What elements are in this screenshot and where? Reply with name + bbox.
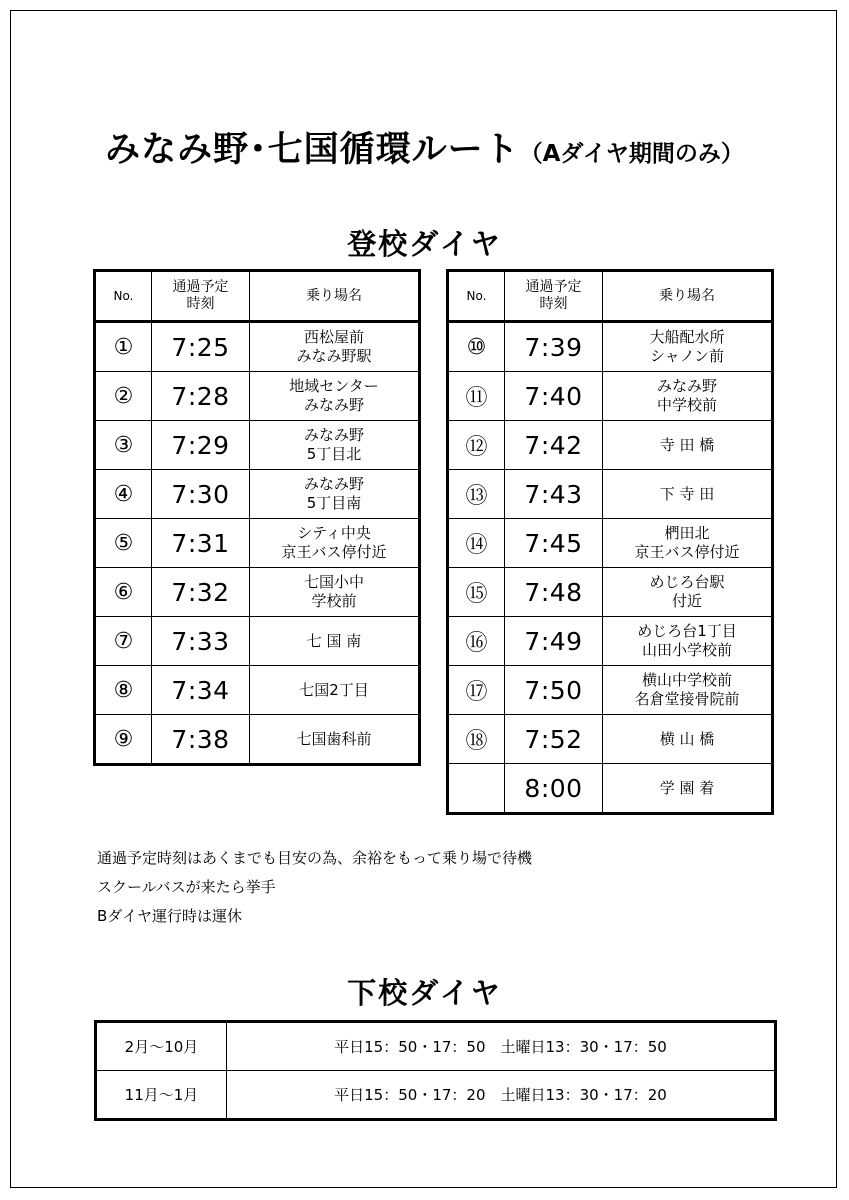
note-item: 通過予定時刻はあくまでも目安の為、余裕をもって乗り場で待機 bbox=[97, 849, 533, 867]
stop-number: ③ bbox=[95, 421, 152, 470]
stop-number: ⑬ bbox=[448, 470, 505, 519]
table-row bbox=[95, 568, 420, 617]
stop-name: 学 園 着 bbox=[603, 764, 773, 814]
stop-time: 7:31 bbox=[152, 519, 250, 568]
stop-name: めじろ台駅 付近 bbox=[603, 568, 773, 617]
title-main: みなみ野･七国循環ルート bbox=[105, 130, 520, 170]
times-cell: 平日15：50・17：50 土曜日13：30・17：50 bbox=[227, 1022, 776, 1071]
header-stop: 乗り場名 bbox=[250, 271, 420, 322]
stop-number: ⑥ bbox=[95, 568, 152, 617]
header-time: 通過予定 時刻 bbox=[505, 271, 603, 322]
stop-number: ⑦ bbox=[95, 617, 152, 666]
stop-time: 7:28 bbox=[152, 372, 250, 421]
stop-time: 7:40 bbox=[505, 372, 603, 421]
table-row bbox=[95, 322, 420, 372]
header-time: 通過予定 時刻 bbox=[152, 271, 250, 322]
table-row bbox=[448, 519, 773, 568]
stop-name: 七国2丁目 bbox=[250, 666, 420, 715]
afternoon-heading: 下校ダイヤ bbox=[347, 976, 502, 1010]
stop-time: 7:32 bbox=[152, 568, 250, 617]
stop-time: 7:34 bbox=[152, 666, 250, 715]
stop-name: 寺 田 橋 bbox=[603, 421, 773, 470]
stop-number: ⑪ bbox=[448, 372, 505, 421]
stop-time: 7:38 bbox=[152, 715, 250, 765]
table-row bbox=[448, 322, 773, 372]
stop-time: 7:49 bbox=[505, 617, 603, 666]
stop-time: 7:48 bbox=[505, 568, 603, 617]
stop-name: 大船配水所 シャノン前 bbox=[603, 322, 773, 372]
stop-name: シティ中央 京王バス停付近 bbox=[250, 519, 420, 568]
title-sub: （Aダイヤ期間のみ） bbox=[519, 141, 744, 167]
stop-time: 7:45 bbox=[505, 519, 603, 568]
header-no: No. bbox=[95, 271, 152, 322]
stop-name: 七国小中 学校前 bbox=[250, 568, 420, 617]
stop-time: 7:43 bbox=[505, 470, 603, 519]
table-row bbox=[95, 421, 420, 470]
stop-name: 横 山 橋 bbox=[603, 715, 773, 764]
period-cell: 11月～1月 bbox=[96, 1071, 227, 1120]
table-row bbox=[448, 470, 773, 519]
afternoon-table bbox=[94, 1020, 777, 1121]
stop-number: ⑧ bbox=[95, 666, 152, 715]
stop-time: 8:00 bbox=[505, 764, 603, 814]
stop-time: 7:29 bbox=[152, 421, 250, 470]
stop-time: 7:42 bbox=[505, 421, 603, 470]
stop-number: ⑨ bbox=[95, 715, 152, 765]
morning-table-left bbox=[93, 269, 421, 766]
stop-time: 7:25 bbox=[152, 322, 250, 372]
stop-name: みなみ野 5丁目南 bbox=[250, 470, 420, 519]
table-row bbox=[448, 764, 773, 814]
stop-number: ⑯ bbox=[448, 617, 505, 666]
stop-name: 地域センター みなみ野 bbox=[250, 372, 420, 421]
page-title bbox=[0, 122, 849, 172]
table-row bbox=[95, 470, 420, 519]
period-cell: 2月～10月 bbox=[96, 1022, 227, 1071]
table-header-row bbox=[95, 271, 420, 322]
morning-table-right bbox=[446, 269, 774, 815]
table-row bbox=[95, 666, 420, 715]
note-item: スクールバスが来たら挙手 bbox=[97, 878, 276, 896]
table-row bbox=[95, 715, 420, 765]
table-header-row bbox=[448, 271, 773, 322]
table-row bbox=[96, 1022, 776, 1071]
header-no: No. bbox=[448, 271, 505, 322]
stop-number: ② bbox=[95, 372, 152, 421]
table-row bbox=[95, 519, 420, 568]
header-stop: 乗り場名 bbox=[603, 271, 773, 322]
table-row bbox=[448, 372, 773, 421]
stop-time: 7:52 bbox=[505, 715, 603, 764]
table-row bbox=[448, 568, 773, 617]
stop-time: 7:39 bbox=[505, 322, 603, 372]
table-row bbox=[448, 666, 773, 715]
note-item: Bダイヤ運行時は運休 bbox=[97, 907, 242, 925]
times-cell: 平日15：50・17：20 土曜日13：30・17：20 bbox=[227, 1071, 776, 1120]
stop-name: 七国歯科前 bbox=[250, 715, 420, 765]
stop-number bbox=[448, 764, 505, 814]
stop-time: 7:50 bbox=[505, 666, 603, 715]
stop-name: みなみ野 5丁目北 bbox=[250, 421, 420, 470]
stop-name: 椚田北 京王バス停付近 bbox=[603, 519, 773, 568]
stop-number: ⑫ bbox=[448, 421, 505, 470]
notes bbox=[97, 848, 532, 935]
stop-number: ⑱ bbox=[448, 715, 505, 764]
table-row bbox=[95, 372, 420, 421]
stop-name: めじろ台1丁目 山田小学校前 bbox=[603, 617, 773, 666]
stop-time: 7:30 bbox=[152, 470, 250, 519]
stop-number: ④ bbox=[95, 470, 152, 519]
table-row bbox=[448, 421, 773, 470]
table-row bbox=[448, 617, 773, 666]
stop-number: ⑰ bbox=[448, 666, 505, 715]
stop-number: ① bbox=[95, 322, 152, 372]
stop-number: ⑤ bbox=[95, 519, 152, 568]
morning-heading: 登校ダイヤ bbox=[347, 227, 502, 261]
table-row bbox=[96, 1071, 776, 1120]
table-row bbox=[95, 617, 420, 666]
stop-name: みなみ野 中学校前 bbox=[603, 372, 773, 421]
stop-name: 七 国 南 bbox=[250, 617, 420, 666]
stop-time: 7:33 bbox=[152, 617, 250, 666]
table-row bbox=[448, 715, 773, 764]
stop-number: ⑮ bbox=[448, 568, 505, 617]
stop-number: ⑩ bbox=[448, 322, 505, 372]
stop-name: 横山中学校前 名倉堂接骨院前 bbox=[603, 666, 773, 715]
stop-number: ⑭ bbox=[448, 519, 505, 568]
stop-name: 下 寺 田 bbox=[603, 470, 773, 519]
stop-name: 西松屋前 みなみ野駅 bbox=[250, 322, 420, 372]
